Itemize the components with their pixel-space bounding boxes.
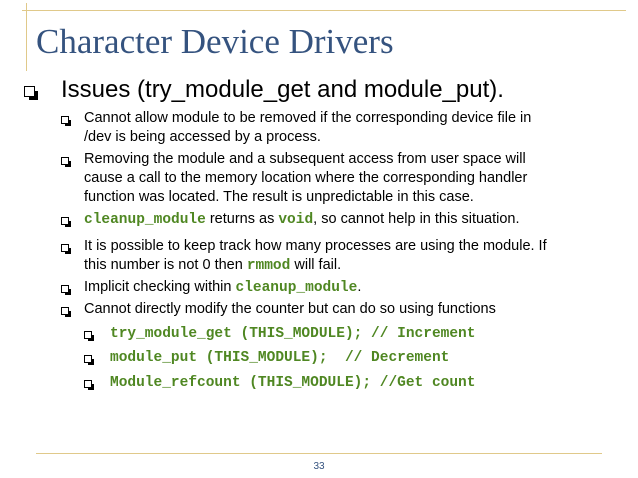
list-item-line: Cannot allow module to be removed if the corresponding device file in [84,110,532,126]
list-item-line: function was located. The result is unpredictable in this case. [84,189,474,205]
slide-title: Character Device Drivers [36,22,394,61]
list-item-line: It is possible to keep track how many processes are using the module. If [84,238,547,254]
square-bullet-icon [61,217,69,225]
function-line: module_put (THIS_MODULE); // Decrement [110,350,450,366]
list-item-line: /dev is being accessed by a process. [84,129,321,145]
square-bullet-icon [61,244,69,252]
text-fragment: Implicit checking within [84,279,236,295]
list-item-line: Removing the module and a subsequent access from user space will [84,151,526,167]
code-rmmod: rmmod [246,258,291,274]
text-fragment: this number is not 0 then [84,257,247,273]
page-number: 33 [313,461,325,472]
square-bullet-icon [61,116,69,124]
text-fragment: returns as [205,211,279,227]
function-line: Module_refcount (THIS_MODULE); //Get count [110,375,476,391]
code-void: void [278,212,314,228]
square-bullet-icon [61,157,69,165]
list-item-line: cause a call to the memory location where the corresponding handler [84,170,528,186]
top-rule [22,10,626,11]
code-cleanup-module: cleanup_module [235,280,358,296]
square-bullet-icon [24,86,35,97]
list-item-line [84,256,341,276]
square-bullet-icon [84,355,92,363]
list-item-line: Cannot directly modify the counter but can do so using functions [84,301,496,317]
text-fragment: will fail. [290,257,342,273]
square-bullet-icon [61,307,69,315]
bottom-rule [36,453,602,454]
text-fragment: . [357,279,362,295]
issues-heading: Issues (try_module_get and module_put). [61,76,504,103]
text-fragment: , so cannot help in this situation. [313,211,520,227]
list-item-line [84,278,361,298]
left-rule [26,3,27,71]
square-bullet-icon [84,380,92,388]
square-bullet-icon [84,331,92,339]
function-line: try_module_get (THIS_MODULE); // Increment [110,326,476,342]
code-cleanup-module: cleanup_module [84,212,206,228]
list-item-line [84,210,520,230]
square-bullet-icon [61,285,69,293]
